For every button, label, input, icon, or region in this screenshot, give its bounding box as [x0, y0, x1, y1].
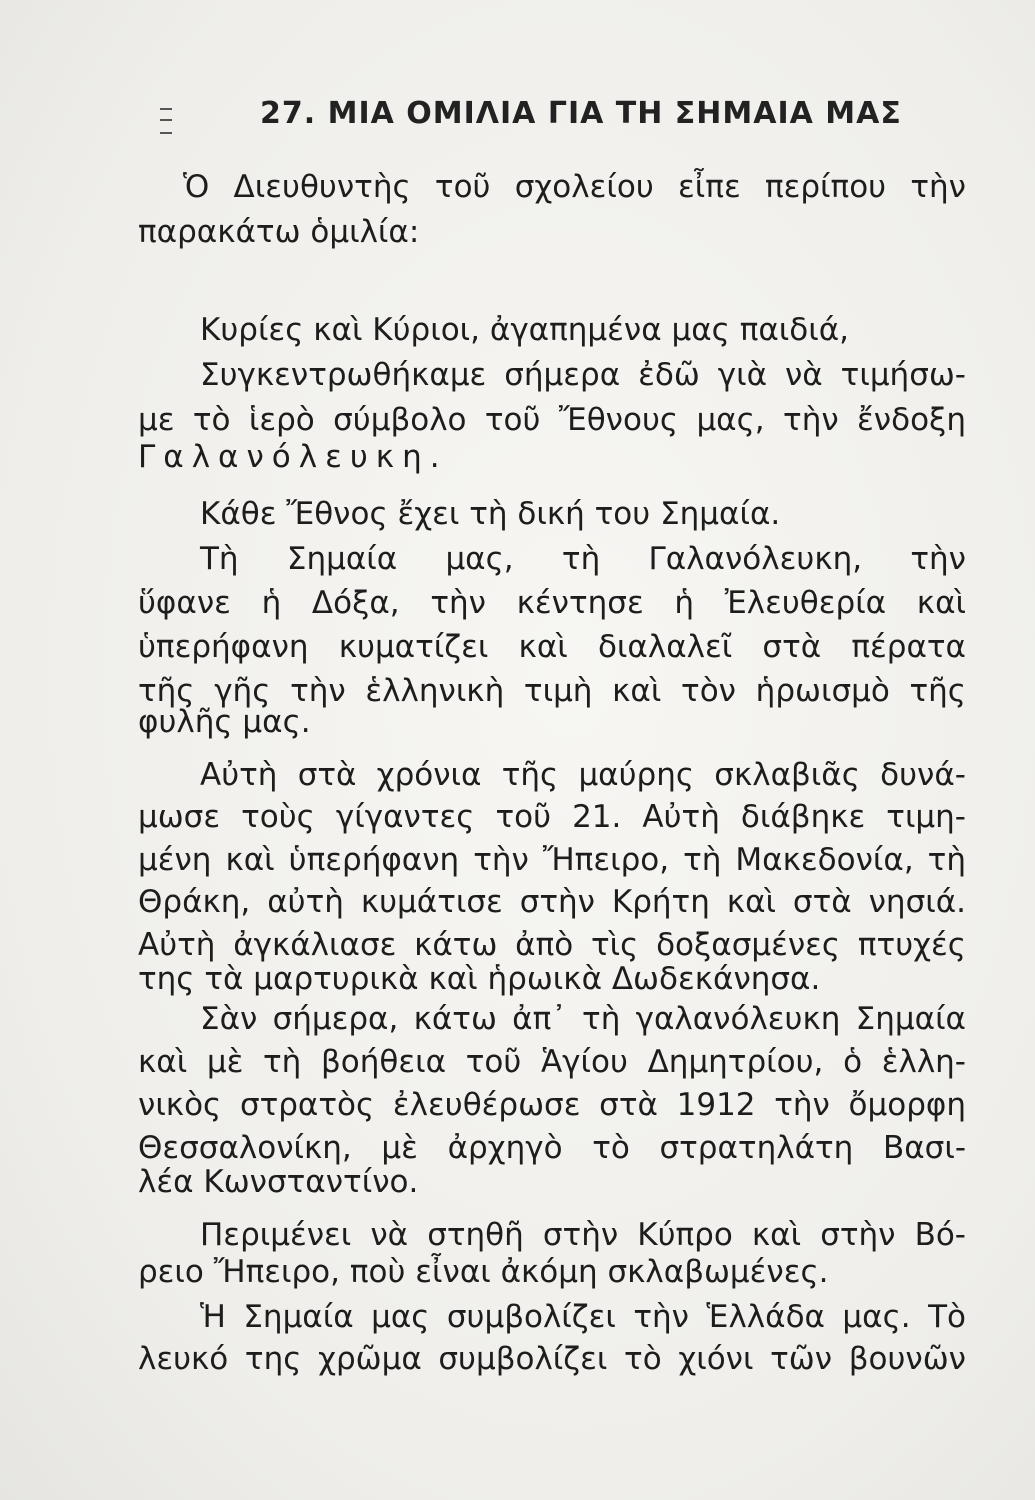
text-line: φυλῆς μας.: [138, 704, 311, 740]
text-line: παρακάτω ὁμιλία:: [138, 214, 420, 250]
text-line: Τὴ Σημαία μας, τὴ Γαλανόλευκη, τὴν: [200, 541, 966, 577]
text-line: ρειο Ἤπειρο, ποὺ εἶναι ἀκόμη σκλαβωμένες.: [138, 1254, 829, 1290]
text-line: Συγκεντρωθήκαμε σήμερα ἐδῶ γιὰ νὰ τιμήσω-: [200, 357, 966, 393]
text-line: Γαλανόλευκη.: [138, 439, 448, 475]
text-line: Κυρίες καὶ Κύριοι, ἀγαπημένα μας παιδιά,: [200, 312, 850, 348]
text-line: μωσε τοὺς γίγαντες τοῦ 21. Αὐτὴ διάβηκε τιμη-: [138, 799, 966, 835]
text-line: τῆς γῆς τὴν ἑλληνικὴ τιμὴ καὶ τὸν ἡρωισμὸ τῆς: [138, 673, 966, 709]
text-line: Ὁ Διευθυντὴς τοῦ σχολείου εἶπε περίπου τὴν: [183, 169, 966, 205]
text-line: λέα Κωνσταντίνο.: [138, 1164, 419, 1200]
text-line: καὶ μὲ τὴ βοήθεια τοῦ Ἁγίου Δημητρίου, ὁ ἑλλη-: [138, 1044, 966, 1080]
text-line: της τὰ μαρτυρικὰ καὶ ἡρωικὰ Δωδεκάνησα.: [138, 961, 821, 997]
text-line: Κάθε Ἔθνος ἔχει τὴ δική του Σημαία.: [200, 496, 781, 532]
text-line: με τὸ ἱερὸ σύμβολο τοῦ Ἔθνους μας, τὴν ἔνδοξη: [138, 402, 966, 438]
text-line: μένη καὶ ὑπερήφανη τὴν Ἤπειρο, τὴ Μακεδονία, τὴ: [138, 842, 966, 878]
text-line: ὕφανε ἡ Δόξα, τὴν κέντησε ἡ Ἐλευθερία καὶ: [138, 585, 966, 621]
text-line: Σὰν σήμερα, κάτω ἀπ᾿ τὴ γαλανόλευκη Σημαία: [200, 1001, 966, 1037]
text-line: λευκό της χρῶμα συμβολίζει τὸ χιόνι τῶν βουνῶν: [138, 1341, 966, 1377]
text-line: νικὸς στρατὸς ἐλευθέρωσε στὰ 1912 τὴν ὄμορφη: [138, 1087, 966, 1123]
text-line: Ἡ Σημαία μας συμβολίζει τὴν Ἑλλάδα μας. Τὸ: [200, 1299, 966, 1335]
text-line: Αὐτὴ ἀγκάλιασε κάτω ἀπὸ τὶς δοξασμένες πτυχές: [138, 927, 966, 963]
text-line: Θεσσαλονίκη, μὲ ἀρχηγὸ τὸ στρατηλάτη Βασι-: [138, 1130, 966, 1166]
chapter-heading: 27. ΜΙΑ ΟΜΙΛΙΑ ΓΙΑ ΤΗ ΣΗΜΑΙΑ ΜΑΣ: [260, 96, 902, 131]
margin-mark: [160, 108, 172, 134]
text-line: Περιμένει νὰ στηθῆ στὴν Κύπρο καὶ στὴν Βό-: [200, 1217, 966, 1253]
text-line: Αὐτὴ στὰ χρόνια τῆς μαύρης σκλαβιᾶς δυνά-: [200, 757, 966, 793]
text-line: ὑπερήφανη κυματίζει καὶ διαλαλεῖ στὰ πέρατα: [138, 629, 966, 665]
text-line: Θράκη, αὐτὴ κυμάτισε στὴν Κρήτη καὶ στὰ νησιά.: [138, 884, 966, 920]
